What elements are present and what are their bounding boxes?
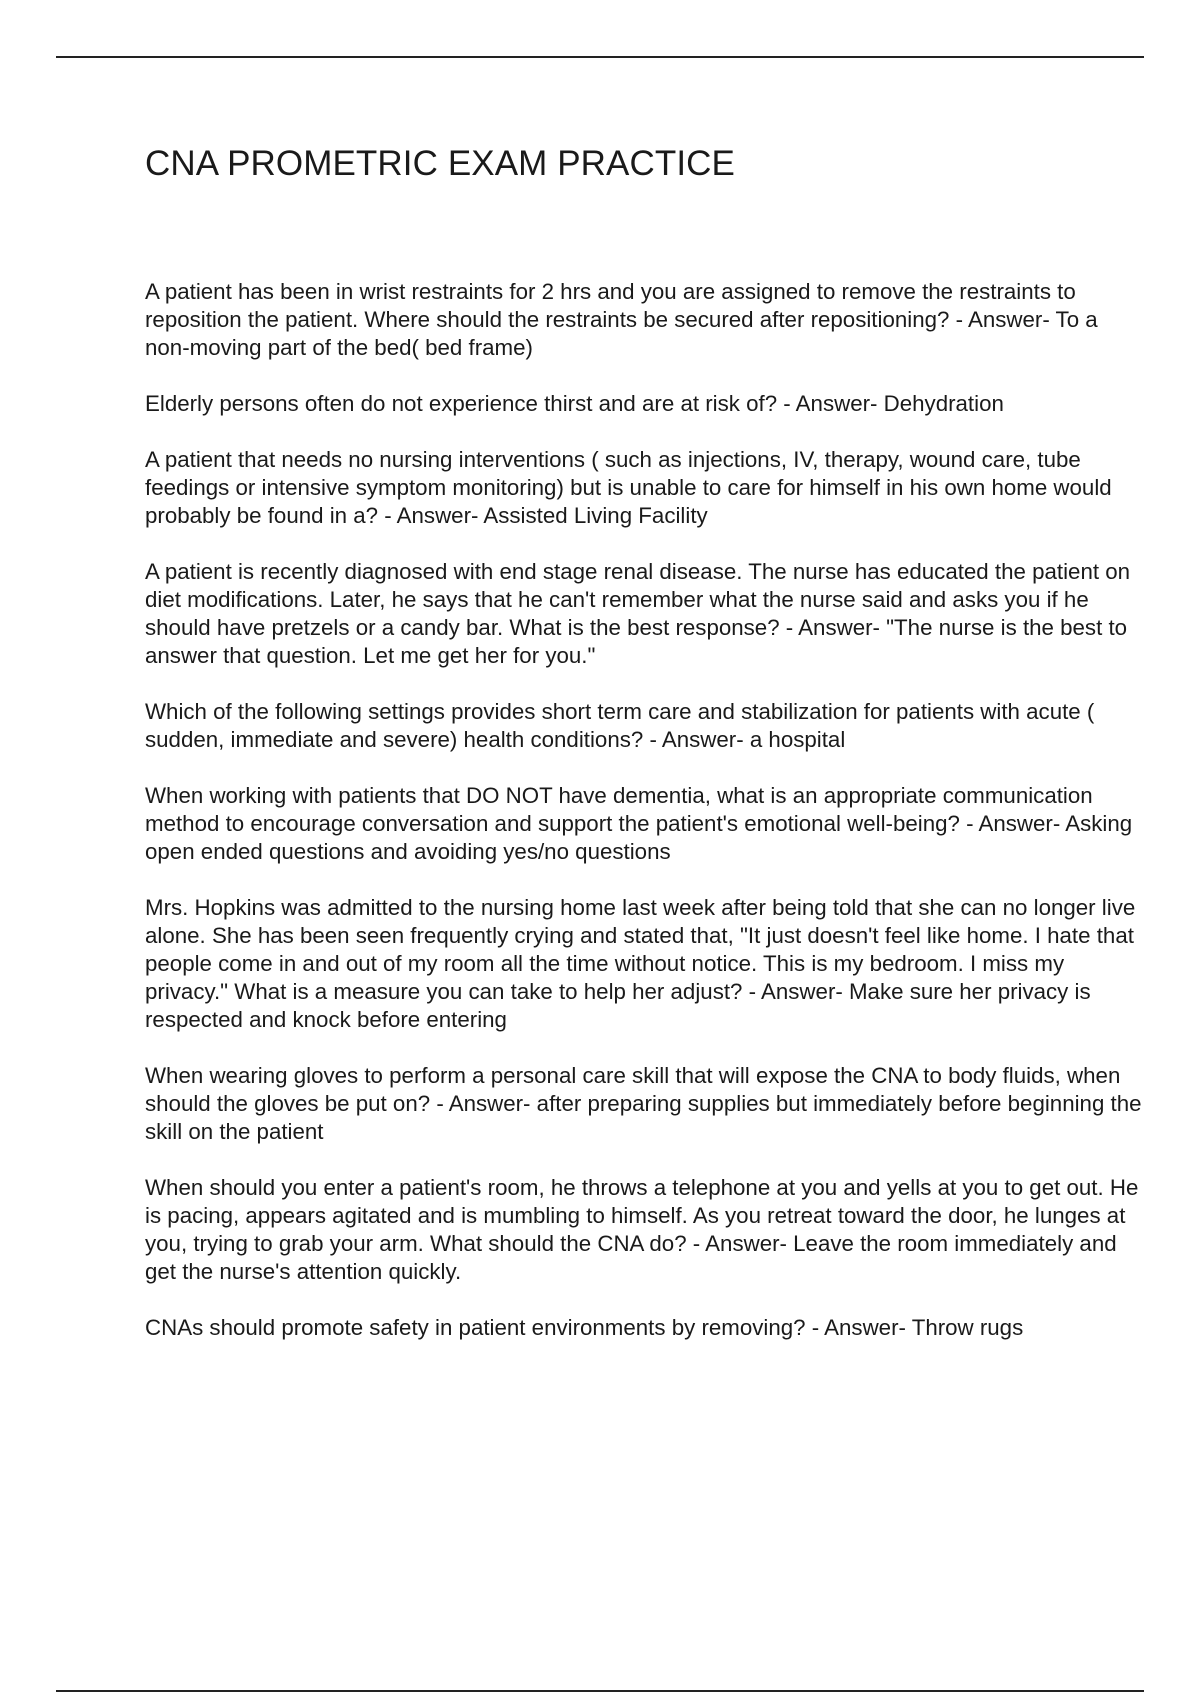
qa-item: CNAs should promote safety in patient environments by removing? - Answer- Throw rugs xyxy=(145,1315,1024,1340)
qa-item: When working with patients that DO NOT have dementia, what is an appropriate communication method to encourage conversation and support the patient's emotional well-being? - Answer- Asking open ended questions and avoiding yes/no questions xyxy=(145,783,1133,864)
qa-item: A patient has been in wrist restraints for 2 hrs and you are assigned to remove the restraints to reposition the patient. Where should the restraints be secured after repositioning? - Answer- To a non-moving part of the bed( bed frame) xyxy=(145,279,1098,360)
document-page xyxy=(145,140,1145,1340)
qa-item: Elderly persons often do not experience thirst and are at risk of? - Answer- Dehydration xyxy=(145,391,1004,416)
qa-item: Which of the following settings provides short term care and stabilization for patients with acute ( sudden, immediate and severe) health conditions? - Answer- a hospital xyxy=(145,699,1095,752)
bottom-rule xyxy=(56,1690,1144,1692)
qa-item: When wearing gloves to perform a personal care skill that will expose the CNA to body fluids, when should the gloves be put on? - Answer- after preparing supplies but immediately before beginning the skill on the patient xyxy=(145,1063,1142,1144)
qa-item: A patient that needs no nursing interventions ( such as injections, IV, therapy, wound care, tube feedings or intensive symptom monitoring) but is unable to care for himself in his own home would probably be found in a? - Answer- Assisted Living Facility xyxy=(145,447,1112,528)
document-title: CNA PROMETRIC EXAM PRACTICE xyxy=(145,144,735,183)
top-rule xyxy=(56,56,1144,58)
qa-item: When should you enter a patient's room, he throws a telephone at you and yells at you to get out. He is pacing, appears agitated and is mumbling to himself. As you retreat toward the door, he lunges at you, trying to grab your arm. What should the CNA do? - Answer- Leave the room immediately and get the nurse's attention quickly. xyxy=(145,1175,1139,1284)
qa-list xyxy=(145,278,1145,1370)
qa-item: Mrs. Hopkins was admitted to the nursing home last week after being told that she can no longer live alone. She has been seen frequently crying and stated that, "It just doesn't feel like home. I hate that people come in and out of my room all the time without notice. This is my bedroom. I miss my privacy." What is a measure you can take to help her adjust? - Answer- Make sure her privacy is respected and knock before entering xyxy=(145,895,1136,1032)
qa-item: A patient is recently diagnosed with end stage renal disease. The nurse has educated the patient on diet modifications. Later, he says that he can't remember what the nurse said and asks you if he should have pretzels or a candy bar. What is the best response? - Answer- "The nurse is the best to answer that question. Let me get her for you." xyxy=(145,559,1131,668)
